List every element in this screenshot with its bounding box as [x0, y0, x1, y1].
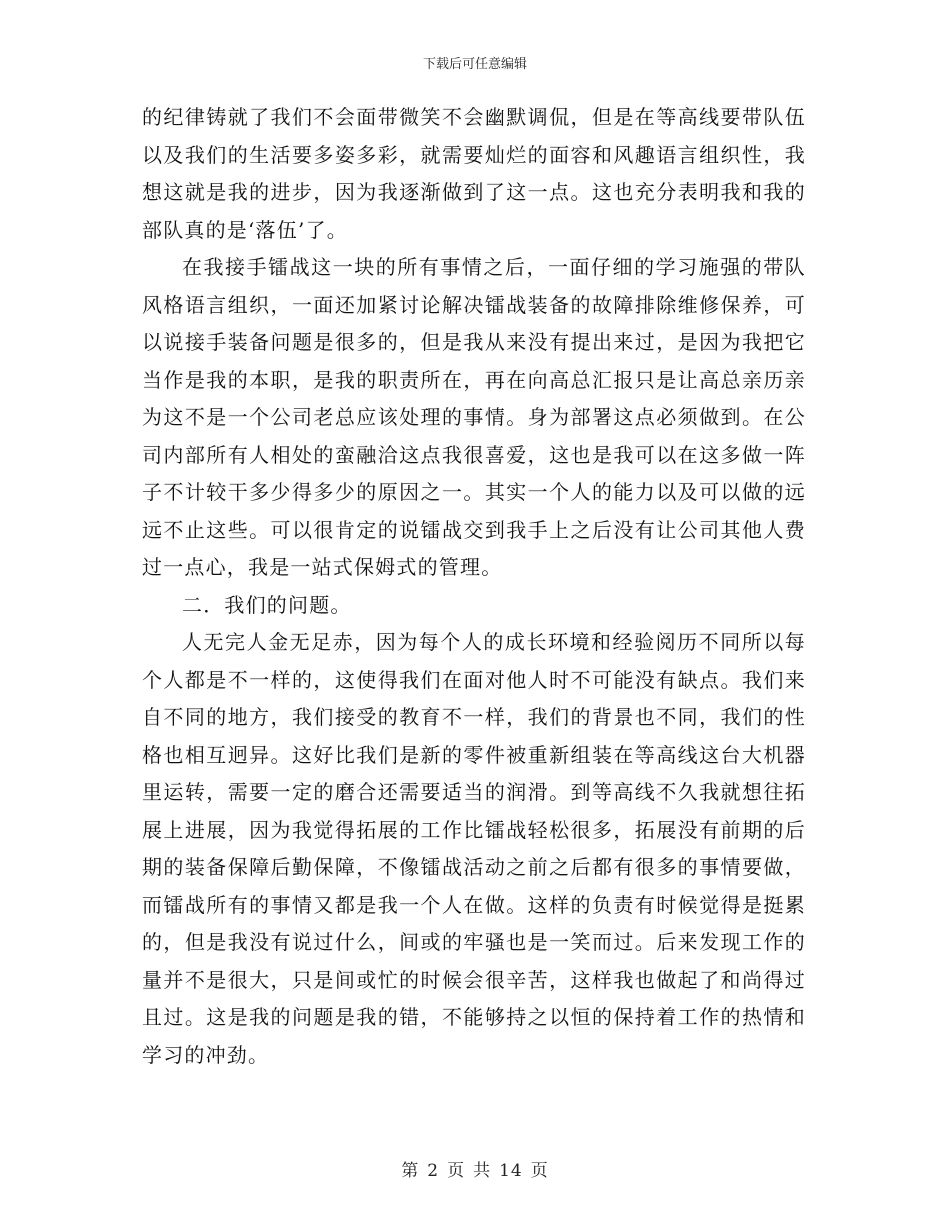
footer-total-pages: 14: [499, 1161, 523, 1181]
page-header-note: 下载后可任意编辑: [422, 57, 527, 72]
section-heading-our-problems: 二．我们的问题。: [182, 592, 352, 617]
paragraph-problems: 人无完人金无足赤，因为每个人的成长环境和经验阅历不同所以每个人都是不一样的，这使得我们在面对他人时不可能没有缺点。我们来自不同的地方，我们接受的教育不一样，我们的背景也不同，我们的性格也相互迥异。这好比我们是新的零件被重新组装在等高线这台大机器里运转，需要一定的磨合还需要适当的润滑。到等高线不久我就想往拓展上进展，因为我觉得拓展的工作比镭战轻松很多，拓展没有前期的后期的装备保障后勤保障，不像镭战活动之前之后都有很多的事情要做，而镭战所有的事情又都是我一个人在做。这样的负责有时候觉得是挺累的，但是我没有说过什么，间或的牢骚也是一笑而过。后来发现工作的量并不是很大，只是间或忙的时候会很辛苦，这样我也做起了和尚得过且过。这是我的问题是我的错，不能够持之以恒的保持着工作的热情和学习的冲劲。: [142, 630, 806, 1067]
paragraph-radar-war: 在我接手镭战这一块的所有事情之后，一面仔细的学习施强的带队风格语言组织，一面还加紧讨论解决镭战装备的故障排除维修保养，可以说接手装备问题是很多的，但是我从来没有提出来过，是因为我把它当作是我的本职，是我的职责所在，再在向高总汇报只是让高总亲历亲为这不是一个公司老总应该处理的事情。身为部署这点必须做到。在公司内部所有人相处的蛮融洽这点我很喜爱，这也是我可以在这多做一阵子不计较干多少得多少的原因之一。其实一个人的能力以及可以做的远远不止这些。可以很肯定的说镭战交到我手上之后没有让公司其他人费过一点心，我是一站式保姆式的管理。: [142, 255, 806, 579]
page-footer: [0, 1156, 950, 1181]
footer-total-word: 共: [473, 1161, 492, 1181]
footer-prefix: 第: [401, 1161, 420, 1181]
paragraph-continuation: 的纪律铸就了我们不会面带微笑不会幽默调侃，但是在等高线要带队伍以及我们的生活要多姿多彩，就需要灿烂的面容和风趣语言组织性，我想这就是我的进步，因为我逐渐做到了这一点。这也充分表明我和我的部队真的是‘落伍’了。: [142, 105, 806, 242]
footer-suffix: 页: [530, 1161, 549, 1181]
footer-current-page: 2: [427, 1161, 440, 1181]
footer-page-word: 页: [447, 1161, 466, 1181]
document-body: [142, 99, 806, 1074]
